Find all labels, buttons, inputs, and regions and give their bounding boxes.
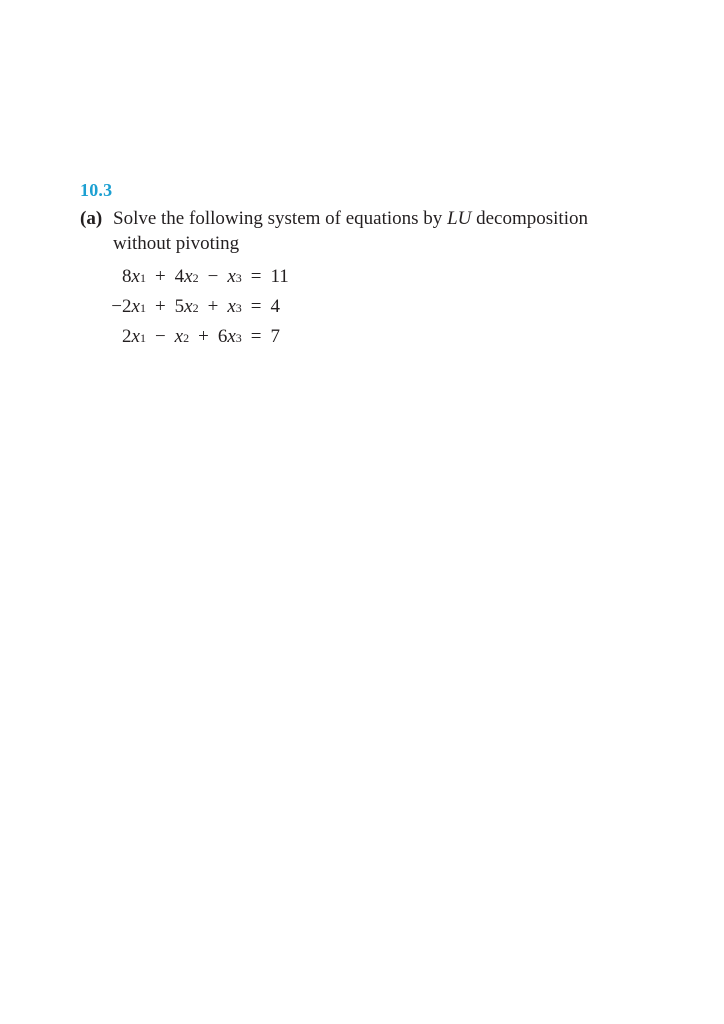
right-hand-side: 4 bbox=[270, 296, 280, 317]
equation-system bbox=[108, 262, 289, 352]
equals-sign: = bbox=[250, 326, 262, 347]
variable: x bbox=[131, 296, 140, 317]
equation-row-1: 8 x 1 + 4 x 2 − x 3 = 11 bbox=[108, 262, 289, 292]
right-hand-side: 11 bbox=[270, 266, 289, 287]
equation-row-2: − 2 x 1 + 5 x 2 + x 3 = 4 bbox=[108, 292, 289, 322]
part-a-label: (a) bbox=[80, 208, 103, 229]
variable: x bbox=[227, 326, 236, 347]
coefficient: 2 bbox=[122, 296, 132, 317]
variable: x bbox=[131, 326, 140, 347]
leading-sign: − bbox=[111, 296, 122, 317]
variable: x bbox=[227, 266, 236, 287]
right-hand-side: 7 bbox=[270, 326, 280, 347]
part-a-text-end: decomposition bbox=[471, 208, 588, 229]
operator: − bbox=[154, 326, 166, 347]
lu-term: LU bbox=[447, 208, 472, 229]
part-a-text-start: Solve the following system of equations by bbox=[113, 208, 448, 229]
operator: + bbox=[154, 266, 166, 287]
coefficient: 4 bbox=[174, 266, 185, 287]
operator: + bbox=[154, 296, 166, 317]
part-a-text bbox=[113, 208, 588, 229]
equals-sign: = bbox=[250, 296, 262, 317]
variable: x bbox=[174, 326, 184, 347]
problem-number: 10.3 bbox=[80, 180, 113, 200]
operator: + bbox=[207, 296, 219, 317]
coefficient: 2 bbox=[122, 326, 132, 347]
equals-sign: = bbox=[250, 266, 262, 287]
variable: x bbox=[227, 296, 236, 317]
coefficient: 8 bbox=[122, 266, 132, 287]
equation-row-3: 2 x 1 − x 2 + 6 x 3 = 7 bbox=[108, 322, 289, 352]
part-a-text-line2: without pivoting bbox=[113, 233, 240, 254]
variable: x bbox=[184, 266, 193, 287]
variable: x bbox=[131, 266, 140, 287]
coefficient: 5 bbox=[174, 296, 185, 317]
variable: x bbox=[184, 296, 193, 317]
operator: + bbox=[198, 326, 209, 347]
coefficient: 6 bbox=[217, 326, 228, 347]
part-a bbox=[80, 206, 680, 256]
operator: − bbox=[207, 266, 219, 287]
